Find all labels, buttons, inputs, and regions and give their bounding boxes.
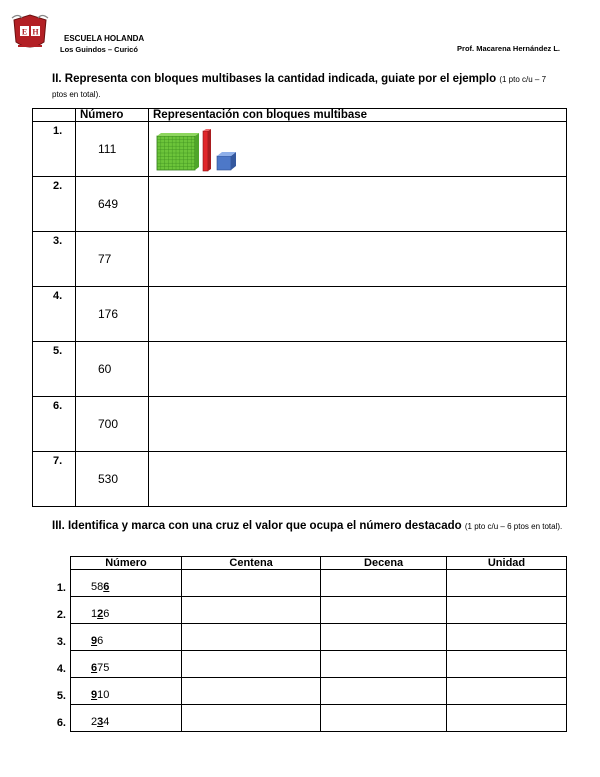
highlighted-digit: 2 <box>97 608 104 620</box>
row-index: 6. <box>33 397 76 452</box>
number-suffix: 10 <box>97 689 110 701</box>
row-number: 176 <box>76 287 149 342</box>
row-index: 5. <box>56 689 66 702</box>
unit-cube-block <box>217 152 236 170</box>
centena-cell[interactable] <box>182 651 321 678</box>
highlighted-digit: 3 <box>97 716 104 728</box>
centena-cell[interactable] <box>182 597 321 624</box>
representation-row <box>33 452 567 507</box>
row-index: 4. <box>33 287 76 342</box>
t2-header-number: Número <box>76 109 149 122</box>
row-number <box>71 651 182 678</box>
highlighted-digit: 9 <box>91 635 98 647</box>
decena-cell[interactable] <box>321 651 447 678</box>
highlighted-digit: 6 <box>103 581 110 593</box>
section2-title <box>52 72 562 102</box>
row-number <box>71 624 182 651</box>
row-number: 700 <box>76 397 149 452</box>
row-index: 2. <box>56 608 66 621</box>
svg-text:E: E <box>21 27 28 37</box>
row-index: 3. <box>56 635 66 648</box>
representation-row <box>33 397 567 452</box>
number-suffix: 4 <box>103 716 110 728</box>
row-number: 60 <box>76 342 149 397</box>
decena-cell[interactable] <box>321 705 447 732</box>
decena-cell[interactable] <box>321 624 447 651</box>
centena-cell[interactable] <box>182 705 321 732</box>
row-index: 7. <box>33 452 76 507</box>
place-value-row <box>32 678 567 705</box>
centena-cell[interactable] <box>182 678 321 705</box>
unidad-cell[interactable] <box>447 705 567 732</box>
unidad-cell[interactable] <box>447 570 567 597</box>
row-index: 5. <box>33 342 76 397</box>
row-number: 530 <box>76 452 149 507</box>
school-city: Los Guindos – Curicó <box>60 45 138 54</box>
row-index: 4. <box>56 662 66 675</box>
unidad-cell[interactable] <box>447 651 567 678</box>
teacher-name: Prof. Macarena Hernández L. <box>457 44 560 53</box>
representation-cell[interactable] <box>149 232 567 287</box>
place-value-row <box>32 570 567 597</box>
unidad-cell[interactable] <box>447 678 567 705</box>
unidad-cell[interactable] <box>447 597 567 624</box>
section3-title <box>52 519 567 534</box>
multibase-blocks-example <box>155 128 245 174</box>
t3-header-unidad: Unidad <box>447 557 567 570</box>
representation-cell[interactable] <box>149 452 567 507</box>
centena-cell[interactable] <box>182 570 321 597</box>
t3-header-decena: Decena <box>321 557 447 570</box>
t2-header-representation: Representación con bloques multibase <box>149 109 567 122</box>
representation-cell[interactable] <box>149 177 567 232</box>
number-prefix: 1 <box>91 608 98 620</box>
row-number: 77 <box>76 232 149 287</box>
row-number <box>71 570 182 597</box>
section3-note: (1 pto c/u – 6 ptos en total). <box>464 522 563 531</box>
decena-cell[interactable] <box>321 678 447 705</box>
decena-cell[interactable] <box>321 597 447 624</box>
decena-cell[interactable] <box>321 570 447 597</box>
t2-header-index <box>33 109 76 122</box>
place-value-row <box>32 705 567 732</box>
representation-table <box>32 108 567 507</box>
unidad-cell[interactable] <box>447 624 567 651</box>
representation-row <box>33 232 567 287</box>
representation-cell[interactable] <box>149 342 567 397</box>
representation-row <box>33 342 567 397</box>
representation-row <box>33 177 567 232</box>
section2-title-text: II. Representa con bloques multibases la cantidad indicada, guiate por el ejemplo <box>52 73 497 85</box>
number-suffix: 75 <box>97 662 110 674</box>
number-suffix: 6 <box>103 608 110 620</box>
section3-title-text: III. Identifica y marca con una cruz el valor que ocupa el número destacado <box>52 520 462 532</box>
number-prefix: 58 <box>91 581 104 593</box>
highlighted-digit: 6 <box>91 662 98 674</box>
hundred-flat-block <box>157 133 199 170</box>
svg-text:H: H <box>32 27 39 37</box>
representation-cell[interactable] <box>149 287 567 342</box>
row-number: 649 <box>76 177 149 232</box>
row-number <box>71 705 182 732</box>
representation-cell[interactable] <box>149 397 567 452</box>
row-index: 1. <box>56 581 66 594</box>
school-crest-logo <box>8 10 52 54</box>
place-value-row <box>32 597 567 624</box>
t3-header-number: Número <box>71 557 182 570</box>
place-value-row <box>32 624 567 651</box>
school-name: ESCUELA HOLANDA <box>64 34 145 43</box>
ten-rod-block <box>203 129 211 171</box>
section2-note: (1 pto c/u – 7 ptos en total). <box>52 75 547 99</box>
row-number <box>71 678 182 705</box>
representation-cell[interactable] <box>149 122 567 177</box>
row-number: 111 <box>76 122 149 177</box>
t3-header-centena: Centena <box>182 557 321 570</box>
row-index: 6. <box>56 716 66 729</box>
representation-row <box>33 287 567 342</box>
place-value-table <box>32 556 567 732</box>
row-index: 3. <box>33 232 76 287</box>
representation-row <box>33 122 567 177</box>
highlighted-digit: 9 <box>91 689 98 701</box>
number-suffix: 6 <box>97 635 104 647</box>
place-value-row <box>32 651 567 678</box>
t3-header-index <box>32 557 71 570</box>
centena-cell[interactable] <box>182 624 321 651</box>
row-index: 1. <box>33 122 76 177</box>
row-number <box>71 597 182 624</box>
number-prefix: 2 <box>91 716 98 728</box>
row-index: 2. <box>33 177 76 232</box>
